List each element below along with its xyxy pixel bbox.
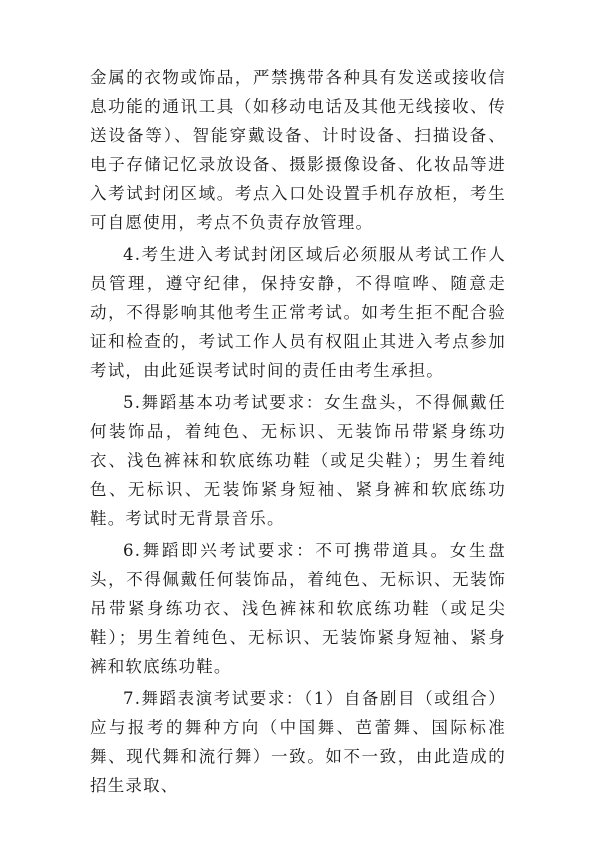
document-body bbox=[90, 63, 506, 803]
paragraph-item-7: 7.舞蹈表演考试要求：（1）自备剧目（或组合）应与报考的舞种方向（中国舞、芭蕾舞、国际标准舞、现代舞和流行舞）一致。如不一致，由此造成的招生录取、 bbox=[90, 689, 506, 795]
paragraph-item-6: 6.舞蹈即兴考试要求：不可携带道具。女生盘头，不得佩戴任何装饰品，着纯色、无标识、无装饰吊带紧身练功衣、浅色裤袜和软底练功鞋（或足尖鞋）；男生着纯色、无标识、无装饰紧身短袖、紧身裤和软底练功鞋。 bbox=[90, 541, 506, 676]
paragraph-item-4: 4.考生进入考试封闭区域后必须服从考试工作人员管理，遵守纪律，保持安静，不得喧哗、随意走动，不得影响其他考生正常考试。如考生拒不配合验证和检查的，考试工作人员有权阻止其进入考点参加考试，由此延误考试时间的责任由考生承担。 bbox=[90, 245, 506, 380]
paragraph-continuation: 金属的衣物或饰品，严禁携带各种具有发送或接收信息功能的通讯工具（如移动电话及其他无线接收、传送设备等）、智能穿戴设备、计时设备、扫描设备、电子存储记忆录放设备、摄影摄像设备、化妆品等进入考试封闭区域。考点入口处设置手机存放柜，考生可自愿使用，考点不负责存放管理。 bbox=[90, 68, 506, 232]
paragraph-item-5: 5.舞蹈基本功考试要求：女生盘头，不得佩戴任何装饰品，着纯色、无标识、无装饰吊带紧身练功衣、浅色裤袜和软底练功鞋（或足尖鞋）；男生着纯色、无标识、无装饰紧身短袖、紧身裤和软底练功鞋。考试时无背景音乐。 bbox=[90, 393, 506, 528]
